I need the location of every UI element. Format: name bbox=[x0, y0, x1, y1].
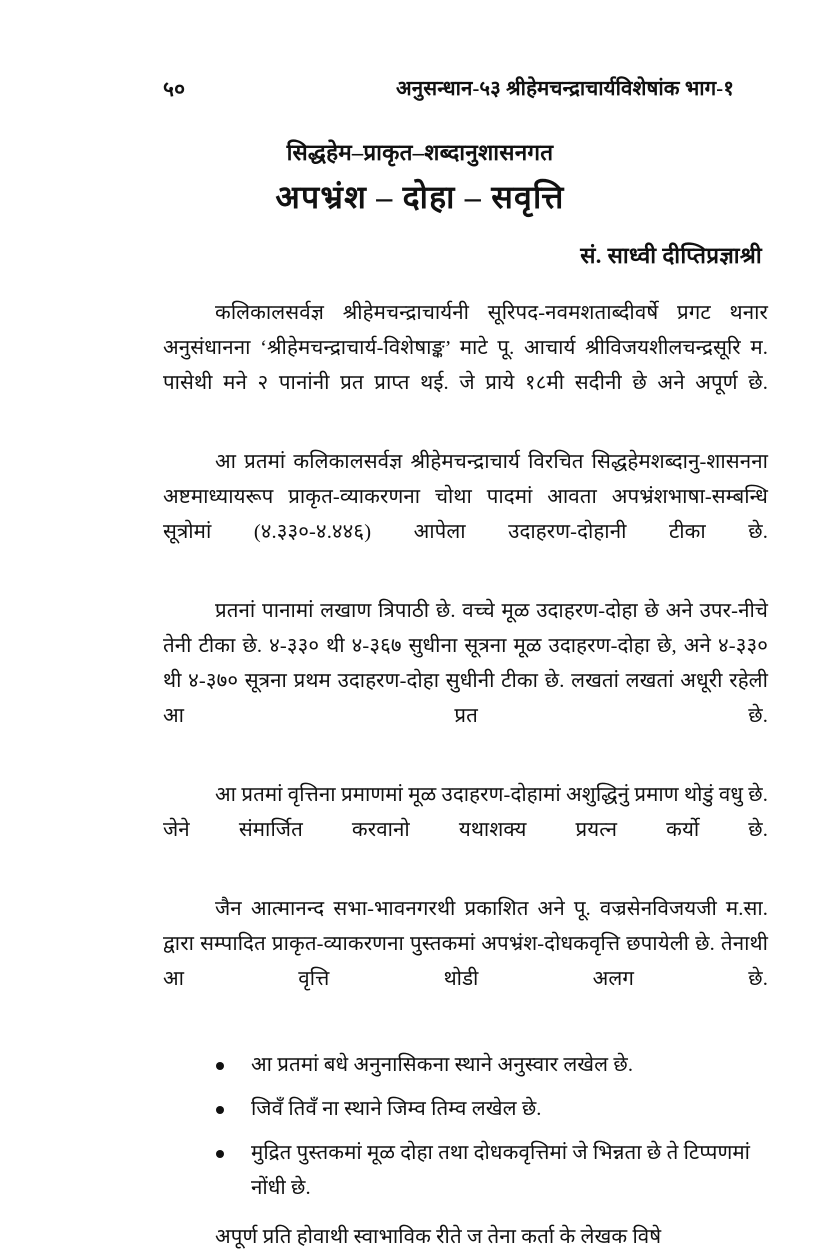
bullet-icon bbox=[216, 1150, 224, 1158]
list-item bbox=[163, 1136, 768, 1206]
author-byline: सं. साध्वी दीप्तिप्रज्ञाश्री bbox=[580, 243, 762, 268]
paragraph-continued: अपूर्ण प्रति होवाथी स्वाभाविक रीते ज तेना कर्ता के लेखक विषे bbox=[215, 1226, 662, 1248]
paragraph: प्रतनां पानामां लखाण त्रिपाठी छे. वच्चे मूळ उदाहरण-दोहा छे अने उपर-नीचे तेनी टीका छे. ४-३३० थी ४-३६७ सुधीना सूत्रना मूळ उदाहरण-दोहा छे, अने ४-३३० थी ४-३७० सूत्रना प्रथम उदाहरण-दोहा सुधीनी टीका छे. लखतां लखतां अधूरी रहेली आ प्रत छे. bbox=[163, 600, 768, 727]
body-text bbox=[163, 296, 768, 1255]
list-item-text: मुद्रित पुस्तकमां मूळ दोहा तथा दोधकवृत्तिमां जे भिन्नता छे ते टिप्पणमां नोंधी छे. bbox=[251, 1142, 751, 1199]
article-title: अपभ्रंश – दोहा – सवृत्ति bbox=[275, 179, 565, 215]
paragraph: आ प्रतमां कलिकालसर्वज्ञ श्रीहेमचन्द्राचार्य विरचित सिद्धहेमशब्दानु-शासनना अष्टमाध्यायरूप प्राकृत-व्याकरणना चोथा पादमां आवता अपभ्रंशभाषा-सम्बन्धि सूत्रोमां (४.३३०-४.४४६) आपेला उदाहरण-दोहानी टीका छे. bbox=[163, 451, 768, 543]
bullet-icon bbox=[216, 1106, 224, 1114]
title-block bbox=[110, 136, 730, 220]
bullet-icon bbox=[216, 1062, 224, 1070]
bullet-list bbox=[163, 1048, 768, 1206]
list-item-text: आ प्रतमां बधे अनुनासिकना स्थाने अनुस्वार लखेल छे. bbox=[251, 1054, 634, 1076]
list-item-text: जिवँ तिवँ ना स्थाने जिम्व तिम्व लखेल छे. bbox=[251, 1098, 542, 1120]
list-item bbox=[163, 1048, 768, 1083]
article-subtitle: सिद्धहेम–प्राकृत–शब्दानुशासनगत bbox=[286, 140, 554, 165]
paragraph: कलिकालसर्वज्ञ श्रीहेमचन्द्राचार्यनी सूरिपद-नवमशताब्दीवर्षे प्रगट थनार अनुसंधानना ‘श्रीहेमचन्द्राचार्य-विशेषाङ्क’ माटे पू. आचार्य श्रीविजयशीलचन्द्रसूरि म. पासेथी मने २ पानांनी प्रत प्राप्त थई. जे प्राये १८मी सदीनी छे अने अपूर्ण छे. bbox=[163, 302, 768, 394]
paragraph: आ प्रतमां वृत्तिना प्रमाणमां मूळ उदाहरण-दोहामां अशुद्धिनुं प्रमाण थोडुं वधु छे. जेने संमार्जित करवानो यथाशक्य प्रयत्न कर्यो छे. bbox=[163, 784, 768, 841]
page-number: ५० bbox=[163, 77, 186, 101]
running-head bbox=[0, 74, 828, 106]
running-head-title: अनुसन्धान-५३ श्रीहेमचन्द्राचार्यविशेषांक भाग-१ bbox=[396, 78, 734, 100]
paragraph: जैन आत्मानन्द सभा-भावनगरथी प्रकाशित अने पू. वज्रसेनविजयजी म.सा. द्वारा सम्पादित प्राकृत-व्याकरणना पुस्तकमां अपभ्रंश-दोधकवृत्ति छपायेली छे. तेनाथी आ वृत्ति थोडी अलग छे. bbox=[163, 898, 768, 990]
list-item bbox=[163, 1092, 768, 1127]
